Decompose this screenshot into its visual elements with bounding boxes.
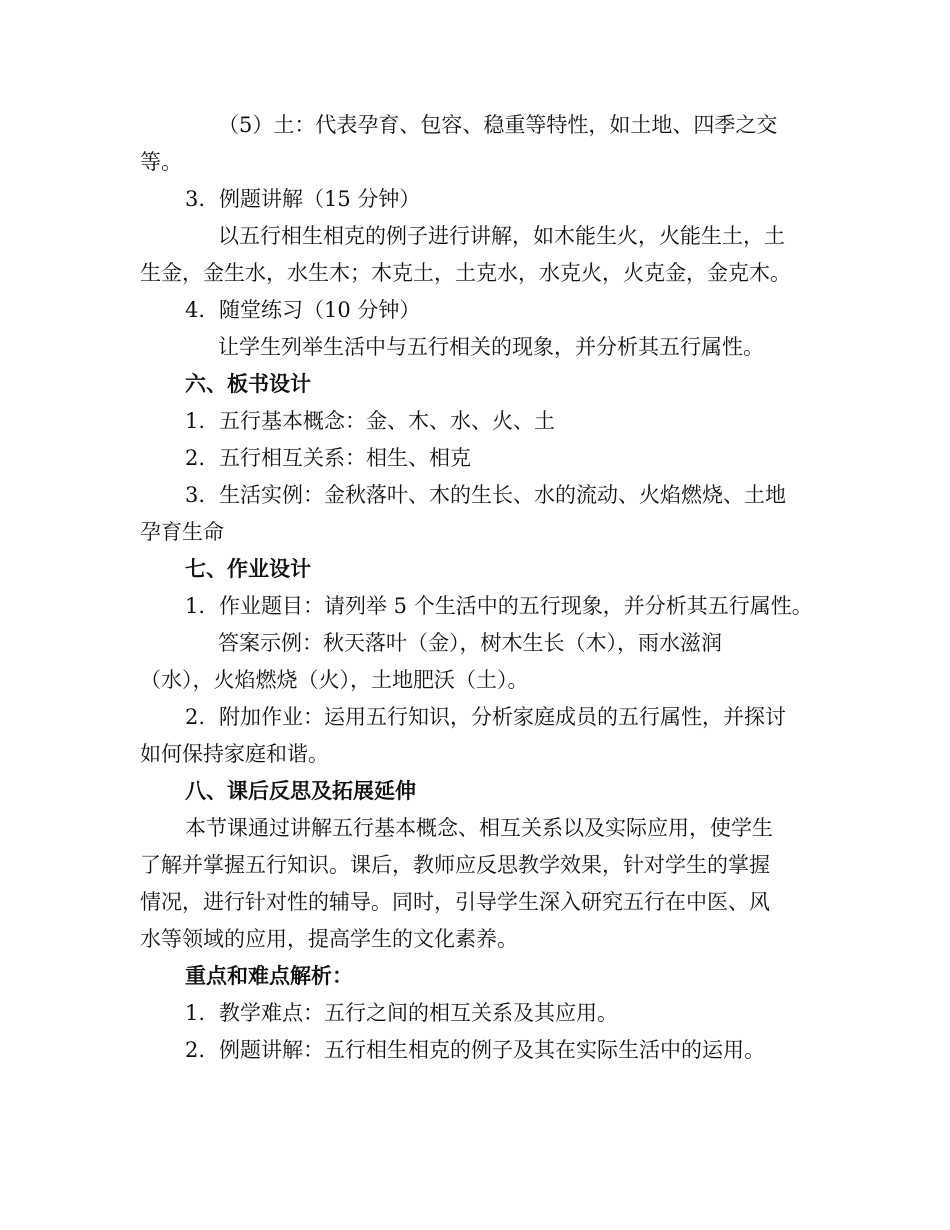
paragraph-line: 水等领域的应用，提高学生的文化素养。: [140, 927, 518, 951]
list-item: [185, 295, 420, 325]
list-number: 3.: [185, 483, 206, 507]
list-number: 2.: [185, 1038, 206, 1062]
list-number: 1.: [185, 409, 206, 433]
list-text: 附加作业：运用五行知识，分析家庭成员的五行属性，并探讨: [219, 705, 786, 729]
list-item: [185, 1035, 765, 1065]
list-item: [185, 406, 555, 436]
section-heading: 重点和难点解析：: [185, 963, 353, 988]
paragraph-line: 了解并掌握五行知识。课后，教师应反思教学效果，针对学生的掌握: [140, 853, 770, 877]
paragraph-line: 让学生列举生活中与五行相关的现象，并分析其五行属性。: [218, 335, 764, 359]
paragraph-line: 本节课通过讲解五行基本概念、相互关系以及实际应用，使学生: [185, 816, 773, 840]
section-heading: 六、板书设计: [185, 371, 311, 396]
list-number: 1.: [185, 594, 206, 618]
list-text: 生活实例：金秋落叶、木的生长、水的流动、火焰燃烧、土地: [219, 483, 786, 507]
paragraph-line: 等。: [140, 150, 182, 174]
list-number: 4.: [185, 298, 206, 322]
paragraph-line: （5）土：代表孕育、包容、稳重等特性，如土地、四季之交: [218, 113, 778, 137]
list-item: [185, 998, 618, 1028]
section-heading: 八、课后反思及拓展延伸: [185, 778, 416, 803]
section-heading: 七、作业设计: [185, 556, 311, 581]
paragraph-line: 生金，金生水，水生木；木克土，土克水，水克火，火克金，金克木。: [140, 261, 791, 285]
list-text: 例题讲解：五行相生相克的例子及其在实际生活中的运用。: [219, 1038, 765, 1062]
list-number: 1.: [185, 1001, 206, 1025]
paragraph-line: 情况，进行针对性的辅导。同时，引导学生深入研究五行在中医、风: [140, 890, 770, 914]
list-text: 五行相互关系：相生、相克: [219, 446, 471, 470]
list-item: [185, 480, 786, 510]
list-item: [185, 591, 813, 621]
list-text: 作业题目：请列举 5 个生活中的五行现象，并分析其五行属性。: [219, 594, 813, 618]
paragraph-line: 如何保持家庭和谐。: [140, 742, 329, 766]
list-item: [185, 443, 471, 473]
list-number: 2.: [185, 446, 206, 470]
list-number: 3.: [185, 187, 206, 211]
paragraph-line: 答案示例：秋天落叶（金），树木生长（木），雨水滋润: [218, 631, 722, 655]
list-item: [185, 184, 420, 214]
list-text: 五行基本概念：金、木、水、火、土: [219, 409, 555, 433]
list-item: [185, 702, 786, 732]
list-number: 2.: [185, 705, 206, 729]
list-text: 例题讲解（15 分钟）: [219, 187, 421, 211]
list-text: 教学难点：五行之间的相互关系及其应用。: [219, 1001, 618, 1025]
paragraph-line: （水），火焰燃烧（火），土地肥沃（土）。: [140, 668, 529, 692]
paragraph-line: 孕育生命: [140, 520, 224, 544]
list-text: 随堂练习（10 分钟）: [219, 298, 421, 322]
paragraph-line: 以五行相生相克的例子进行讲解，如木能生火，火能生土，土: [218, 224, 785, 248]
